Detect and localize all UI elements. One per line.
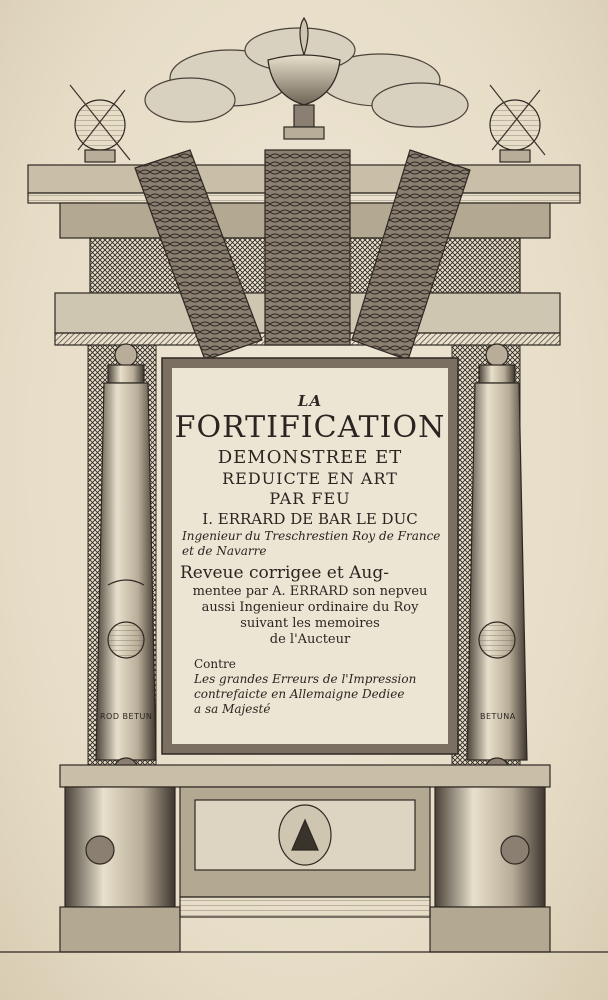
left-cannon-inscription: ROD BETUN	[100, 712, 153, 721]
author-title-1: Ingenieur du Treschrestien Roy de France	[182, 529, 441, 543]
title-article: LA	[297, 392, 323, 410]
contre-line: Contre	[194, 657, 236, 671]
dedication-line-3: a sa Majesté	[194, 702, 271, 716]
revision-line-2: mentee par A. ERRARD son nepveu	[192, 584, 428, 599]
title-plaque	[172, 368, 448, 744]
revision-line-4: suivant les memoires	[240, 616, 380, 631]
dedication-line-2: contrefaicte en Allemaigne Dediee	[194, 687, 405, 701]
author-name: I. ERRARD DE BAR LE DUC	[202, 510, 418, 528]
right-cannon-inscription: BETUNA	[480, 712, 516, 721]
subtitle-line-2: REDUICTE EN ART	[222, 469, 398, 488]
subtitle-line-1: DEMONSTREE ET	[217, 447, 403, 468]
grenade-left	[70, 85, 130, 162]
grenade-right	[490, 85, 545, 162]
dedication-line-1: Les grandes Erreurs de l'Impression	[194, 672, 417, 686]
main-title: FORTIFICATION	[174, 410, 446, 445]
pedestal	[0, 765, 608, 952]
revision-line-5: de l'Aucteur	[269, 632, 351, 647]
author-title-2: et de Navarre	[182, 544, 267, 558]
revision-line-1: Reveue corrigee et Aug-	[180, 563, 389, 583]
revision-line-3: aussi Ingenieur ordinaire du Roy	[201, 600, 419, 615]
subtitle-line-3: PAR FEU	[269, 489, 351, 508]
